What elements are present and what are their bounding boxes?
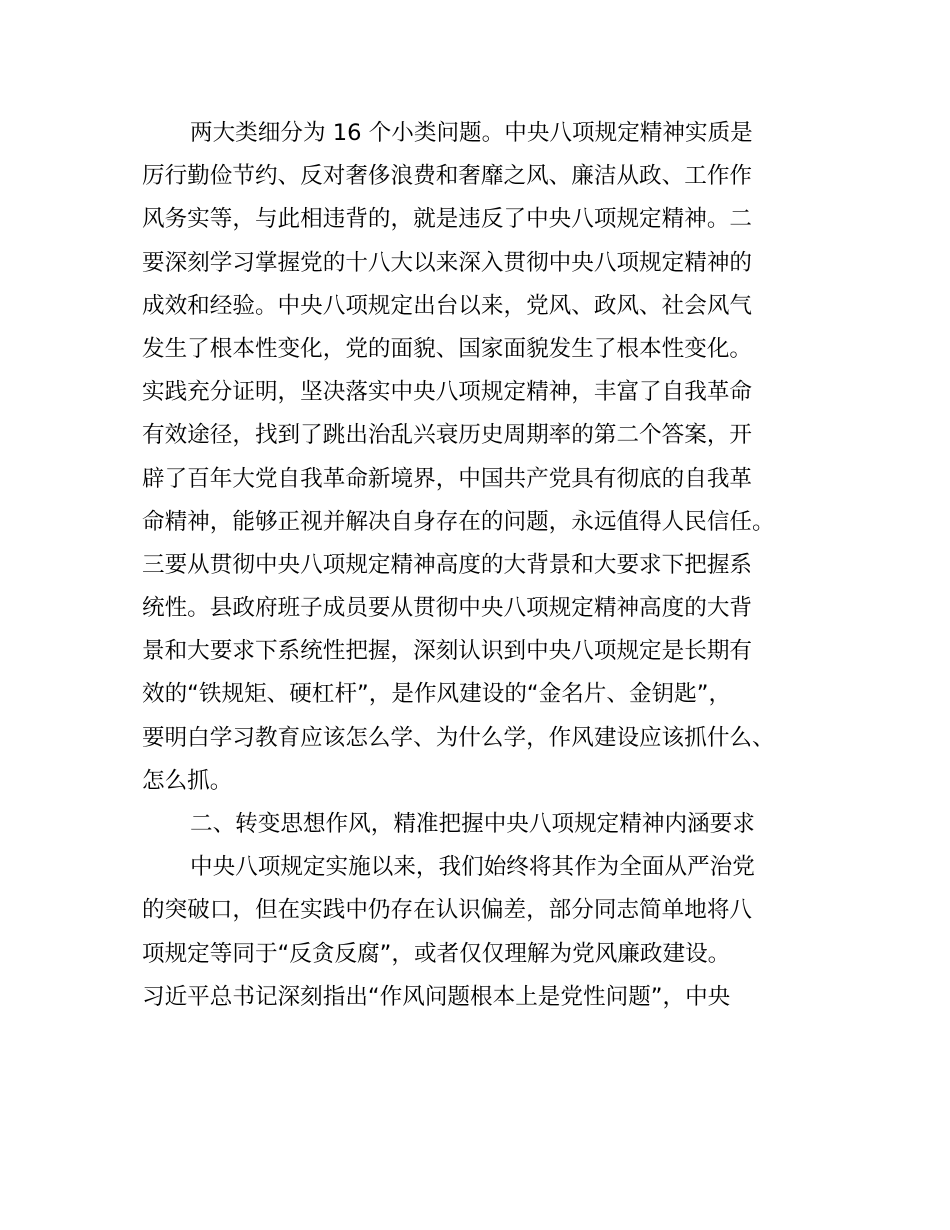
text-line: 的突破口，但在实践中仍存在认识偏差，部分同志简单地将八 bbox=[142, 897, 753, 924]
text-line: 两大类细分为 16 个小类问题。中央八项规定精神实质是 bbox=[190, 120, 753, 146]
document-body bbox=[142, 112, 832, 1019]
text-line: 命精神，能够正视并解决自身存在的问题，永远值得人民信任。 bbox=[142, 508, 775, 535]
text-line: 效的“铁规矩、硬杠杆”，是作风建设的“金名片、金钥匙”， bbox=[142, 681, 732, 708]
text-line: 厉行勤俭节约、反对奢侈浪费和奢靡之风、廉洁从政、工作作 bbox=[142, 163, 753, 190]
text-line: 要深刻学习掌握党的十八大以来深入贯彻中央八项规定精神的 bbox=[142, 249, 753, 276]
text-line: 项规定等同于“反贪反腐”，或者仅仅理解为党风廉政建设。 bbox=[142, 940, 731, 967]
text-line: 三要从贯彻中央八项规定精神高度的大背景和大要求下把握系 bbox=[142, 551, 753, 578]
text-line: 风务实等，与此相违背的，就是违反了中央八项规定精神。二 bbox=[142, 206, 753, 233]
text-line: 实践充分证明，坚决落实中央八项规定精神，丰富了自我革命 bbox=[142, 379, 753, 406]
text-line: 成效和经验。中央八项规定出台以来，党风、政风、社会风气 bbox=[142, 292, 753, 319]
paragraph bbox=[142, 112, 832, 803]
text-line: 发生了根本性变化，党的面貌、国家面貌发生了根本性变化。 bbox=[142, 335, 753, 362]
text-line: 有效途径，找到了跳出治乱兴衰历史周期率的第二个答案，开 bbox=[142, 422, 753, 449]
text-line: 中央八项规定实施以来，我们始终将其作为全面从严治党 bbox=[190, 854, 755, 881]
text-line: 要明白学习教育应该怎么学、为什么学，作风建设应该抓什么、 bbox=[142, 724, 775, 751]
text-line: 怎么抓。 bbox=[142, 767, 233, 794]
paragraph bbox=[142, 846, 832, 1019]
text-line: 景和大要求下系统性把握，深刻认识到中央八项规定是长期有 bbox=[142, 638, 753, 665]
text-line: 辟了百年大党自我革命新境界，中国共产党具有彻底的自我革 bbox=[142, 465, 753, 492]
section-heading bbox=[142, 803, 832, 846]
text-line: 习近平总书记深刻指出“作风问题根本上是党性问题”，中央 bbox=[142, 983, 731, 1010]
heading-text: 二、转变思想作风，精准把握中央八项规定精神内涵要求 bbox=[190, 811, 755, 837]
text-line: 统性。县政府班子成员要从贯彻中央八项规定精神高度的大背 bbox=[142, 595, 753, 622]
